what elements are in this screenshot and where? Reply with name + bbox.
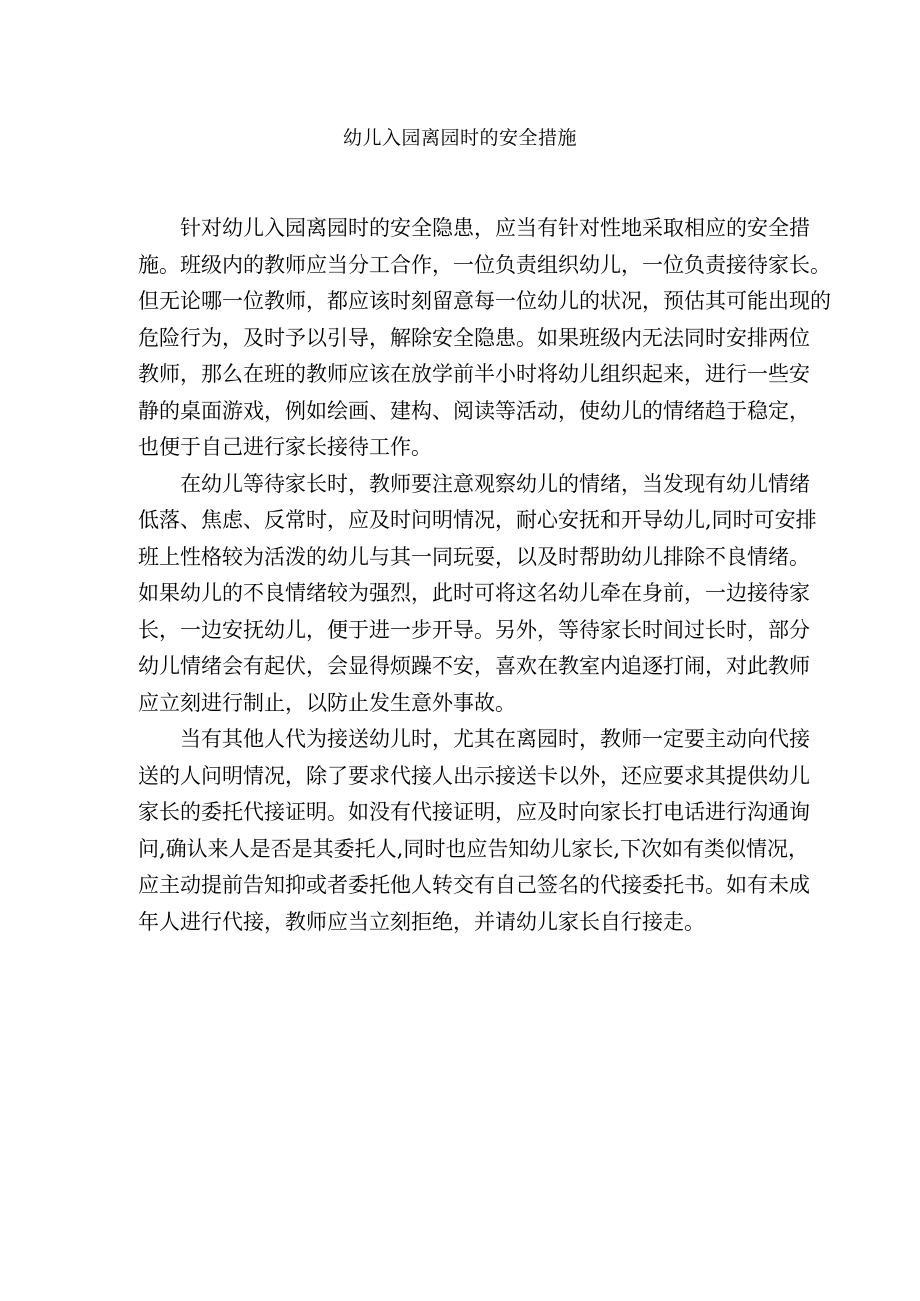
paragraph-line: 施。班级内的教师应当分工合作，一位负责组织幼儿，一位负责接待家长。	[138, 252, 831, 277]
paragraph-line: 针对幼儿入园离园时的安全隐患，应当有针对性地采取相应的安全措	[180, 216, 810, 240]
paragraph-3	[138, 721, 810, 940]
paragraph-line: 送的人问明情况，除了要求代接人出示接送卡以外，还应要求其提供幼儿	[138, 763, 810, 788]
paragraph-1	[138, 210, 831, 466]
paragraph-line: 静的桌面游戏，例如绘画、建构、阅读等活动，使幼儿的情绪趋于稳定，	[138, 398, 810, 423]
paragraph-line: 班上性格较为活泼的幼儿与其一同玩耍，以及时帮助幼儿排除不良情绪。	[138, 544, 810, 569]
paragraph-line: 长，一边安抚幼儿，便于进一步开导。另外，等待家长时间过长时，部分	[138, 617, 810, 642]
paragraph-line: 应主动提前告知抑或者委托他人转交有自己签名的代接委托书。如有未成	[138, 873, 810, 897]
document-title: 幼儿入园离园时的安全措施	[342, 127, 577, 149]
paragraph-line: 危险行为，及时予以引导，解除安全隐患。如果班级内无法同时安排两位	[138, 325, 810, 350]
paragraph-line: 年人进行代接，教师应当立刻拒绝，并请幼儿家长自行接走。	[138, 909, 705, 934]
paragraph-line: 如果幼儿的不良情绪较为强烈，此时可将这名幼儿牵在身前，一边接待家	[138, 581, 810, 605]
paragraph-line: 教师，那么在班的教师应该在放学前半小时将幼儿组织起来，进行一些安	[138, 362, 810, 386]
paragraph-line: 应立刻进行制止，以防止发生意外事故。	[138, 690, 516, 715]
paragraph-line: 幼儿情绪会有起伏，会显得烦躁不安，喜欢在教室内追逐打闹，对此教师	[138, 654, 810, 678]
paragraph-line: 低落、焦虑、反常时，应及时问明情况，耐心安抚和开导幼儿,同时可安排	[138, 508, 817, 532]
paragraph-line: 但无论哪一位教师，都应该时刻留意每一位幼儿的状况，预估其可能出现的	[138, 289, 831, 313]
paragraph-2	[138, 466, 817, 722]
document-body	[138, 210, 831, 940]
paragraph-line: 问,确认来人是否是其委托人,同时也应告知幼儿家长,下次如有类似情况，	[138, 836, 810, 861]
paragraph-line: 在幼儿等待家长时，教师要注意观察幼儿的情绪，当发现有幼儿情绪	[180, 471, 810, 496]
paragraph-line: 也便于自己进行家长接待工作。	[138, 435, 432, 459]
paragraph-line: 当有其他人代为接送幼儿时，尤其在离园时，教师一定要主动向代接	[180, 727, 810, 751]
paragraph-line: 家长的委托代接证明。如没有代接证明，应及时向家长打电话进行沟通询	[138, 800, 810, 824]
